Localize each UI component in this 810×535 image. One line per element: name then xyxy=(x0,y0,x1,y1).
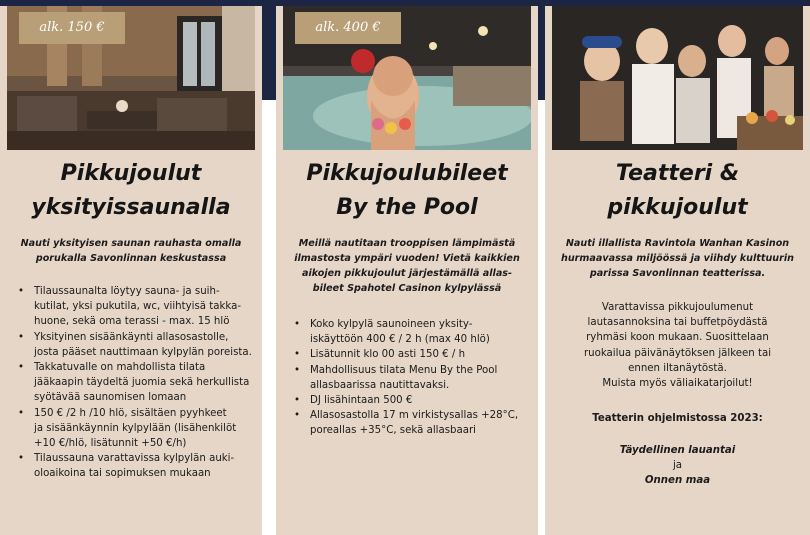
card-lead xyxy=(290,236,524,296)
feature-line: • 150 € /2 h /10 hlö, sisältäen pyyhkeet xyxy=(34,407,227,419)
price-badge: alk. 150 € xyxy=(19,12,125,44)
feature-item xyxy=(16,406,252,452)
program-heading: Teatterin ohjelmistossa 2023: xyxy=(592,413,763,424)
feature-line: kutilat, yksi pukutila, wc, viihtyisä takka- xyxy=(34,301,242,313)
feature-item xyxy=(292,393,528,408)
lead-line: bileet Spahotel Casinon kylpylässä xyxy=(312,283,502,294)
body-line: Varattavissa pikkujoulumenut xyxy=(601,302,754,313)
lead-line: aikojen pikkujoulut järjestämällä allas- xyxy=(302,268,512,279)
feature-line: jääkaapin täydeltä juomia sekä herkullista xyxy=(34,377,250,389)
column-gap-dark-top xyxy=(262,0,276,100)
card-lead xyxy=(559,236,796,281)
body-line: Muista myös väliaikatarjoilut! xyxy=(602,378,753,390)
feature-list xyxy=(292,317,528,439)
card-title xyxy=(549,157,806,225)
lead-line: Nauti yksityisen saunan rauhasta omalla xyxy=(20,238,242,249)
feature-line: huone, sekä oma terassi - max. 15 hlö xyxy=(34,316,230,328)
show-joiner: ja xyxy=(672,460,683,472)
card-title-line: Pikkujoulut xyxy=(60,161,202,186)
offer-card-pool-party xyxy=(276,6,538,535)
lead-line: parissa Savonlinnan teatterissa. xyxy=(589,268,766,279)
feature-line: syötävää saunomisen lomaan xyxy=(34,392,187,404)
feature-item xyxy=(16,284,252,330)
feature-item xyxy=(292,347,528,362)
column-gap-dark-top xyxy=(538,0,545,100)
feature-line: • Takkatuvalle on mahdollista tilata xyxy=(34,362,206,374)
feature-item xyxy=(292,317,528,347)
feature-line: oloaikoina tai sopimuksen mukaan xyxy=(34,468,211,480)
card-body xyxy=(559,300,796,391)
body-line: ryhmäsi koon mukaan. Suosittelaan xyxy=(586,332,769,344)
feature-line: • Allasosastolla 17 m virkistysallas +28°C, xyxy=(310,410,519,422)
feature-line: • Koko kylpylä saunoineen yksity- xyxy=(310,319,473,330)
program-list xyxy=(559,443,796,489)
show-title: Täydellinen lauantai xyxy=(619,445,736,456)
feature-item xyxy=(292,363,528,393)
feature-line: iskäyttöön 400 € / 2 h (max 40 hlö) xyxy=(310,334,490,346)
offer-card-theatre xyxy=(545,6,810,535)
feature-line: josta pääset nauttimaan kylpylän poreista. xyxy=(34,346,252,358)
lead-line: porukalla Savonlinnan keskustassa xyxy=(35,253,227,264)
feature-item xyxy=(292,408,528,438)
sauna-lounge-photo xyxy=(7,6,255,150)
price-badge: alk. 400 € xyxy=(295,12,401,44)
feature-item xyxy=(16,360,252,406)
feature-line: • Yksityinen sisäänkäynti allasosastolle, xyxy=(34,331,229,343)
card-title-line: Teatteri & xyxy=(615,161,740,186)
feature-item xyxy=(16,451,252,481)
feature-line: • Tilaussauna varattavissa kylpylän auki- xyxy=(34,453,235,465)
lead-line: Meillä nautitaan trooppisen lämpimästä xyxy=(298,238,516,249)
body-line: ruokailua päivänäytöksen jälkeen tai xyxy=(583,347,772,359)
feature-line: • Mahdollisuus tilata Menu By the Pool xyxy=(310,364,498,376)
theatre-stage-photo xyxy=(552,6,803,150)
lead-line: ilmastosta ympäri vuoden! Vietä kaikkien xyxy=(294,253,520,264)
card-lead xyxy=(14,236,248,266)
feature-line: +10 €/hlö, lisätunnit +50 €/h) xyxy=(34,438,187,450)
feature-line: • Lisätunnit klo 00 asti 150 € / h xyxy=(310,349,466,361)
feature-line: • Tilaussaunalta löytyy sauna- ja suih- xyxy=(34,286,220,297)
feature-item xyxy=(16,330,252,360)
lead-line: hurmaavassa miljöössä ja viihdy kulttuurin xyxy=(561,253,794,264)
body-line: ennen iltanäytöstä. xyxy=(628,362,727,374)
body-line: lautasannoksina tai buffetpöydästä xyxy=(587,317,768,329)
card-title-line: yksityissaunalla xyxy=(31,195,231,220)
card-title xyxy=(280,157,534,225)
pool-party-photo xyxy=(283,6,531,150)
feature-line: poreallas +35°C, sekä allasbaari xyxy=(310,425,477,437)
feature-list xyxy=(16,284,252,482)
lead-line: Nauti illallista Ravintola Wanhan Kasinon xyxy=(565,238,790,249)
feature-line: allasbaarissa nautittavaksi. xyxy=(310,379,450,391)
offer-card-private-sauna xyxy=(0,6,262,535)
feature-line: ja sisäänkäynnin kylpylään (lisähenkilöt xyxy=(34,422,237,434)
card-title-line: By the Pool xyxy=(336,195,478,220)
show-title: Onnen maa xyxy=(644,475,711,487)
feature-line: • DJ lisähintaan 500 € xyxy=(310,395,413,407)
card-title-line: Pikkujoulubileet xyxy=(306,161,508,186)
card-title-line: pikkujoulut xyxy=(607,195,748,220)
card-title xyxy=(4,157,258,225)
